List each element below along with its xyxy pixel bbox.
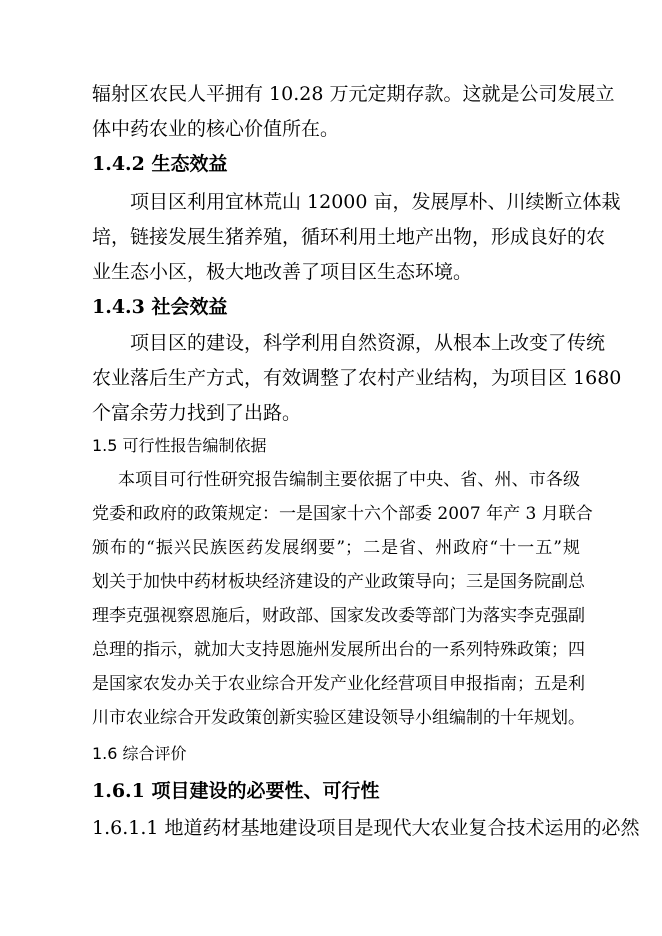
section-heading-1-6-1-1: 1.6.1.1 地道药材基地建设项目是现代大农业复合技术运用的必然 (92, 817, 640, 839)
section-heading-1-6: 1.6 综合评价 (92, 744, 187, 763)
paragraph-line: 本项目可行性研究报告编制主要依据了中央、省、州、市各级 (118, 470, 580, 490)
section-heading-1-6-1: 1.6.1 项目建设的必要性、可行性 (92, 780, 380, 802)
paragraph-line: 农业落后生产方式，有效调整了农村产业结构，为项目区 1680 (92, 367, 622, 389)
paragraph-line: 总理的指示，就加大支持恩施州发展所出台的一系列特殊政策；四 (92, 640, 585, 660)
paragraph-line: 项目区利用宜林荒山 12000 亩，发展厚朴、川续断立体栽 (130, 191, 621, 213)
paragraph-line: 是国家农发办关于农业综合开发产业化经营项目申报指南；五是利 (92, 674, 585, 694)
paragraph-line: 体中药农业的核心价值所在。 (92, 118, 340, 140)
section-heading-1-4-2: 1.4.2 生态效益 (92, 153, 228, 175)
paragraph-line: 项目区的建设，科学利用自然资源，从根本上改变了传统 (130, 332, 606, 354)
paragraph-line: 业生态小区，极大地改善了项目区生态环境。 (92, 261, 473, 283)
paragraph-line: 理李克强视察恩施后，财政部、国家发改委等部门为落实李克强副 (92, 606, 585, 626)
paragraph-line: 川市农业综合开发政策创新实验区建设领导小组编制的十年规划。 (92, 708, 585, 728)
paragraph-line: 颁布的“振兴民族医药发展纲要”；二是省、州政府“十一五”规 (92, 538, 580, 558)
paragraph-line: 划关于加快中药材板块经济建设的产业政策导向；三是国务院副总 (92, 572, 585, 592)
section-heading-1-4-3: 1.4.3 社会效益 (92, 296, 228, 318)
paragraph-line: 个富余劳力找到了出路。 (92, 402, 302, 424)
paragraph-line: 辐射区农民人平拥有 10.28 万元定期存款。这就是公司发展立 (92, 83, 615, 105)
paragraph-line: 党委和政府的政策规定：一是国家十六个部委 2007 年产 3 月联合 (92, 504, 593, 524)
section-heading-1-5: 1.5 可行性报告编制依据 (92, 436, 267, 455)
paragraph-line: 培，链接发展生猪养殖，循环利用土地产出物，形成良好的农 (92, 226, 606, 248)
